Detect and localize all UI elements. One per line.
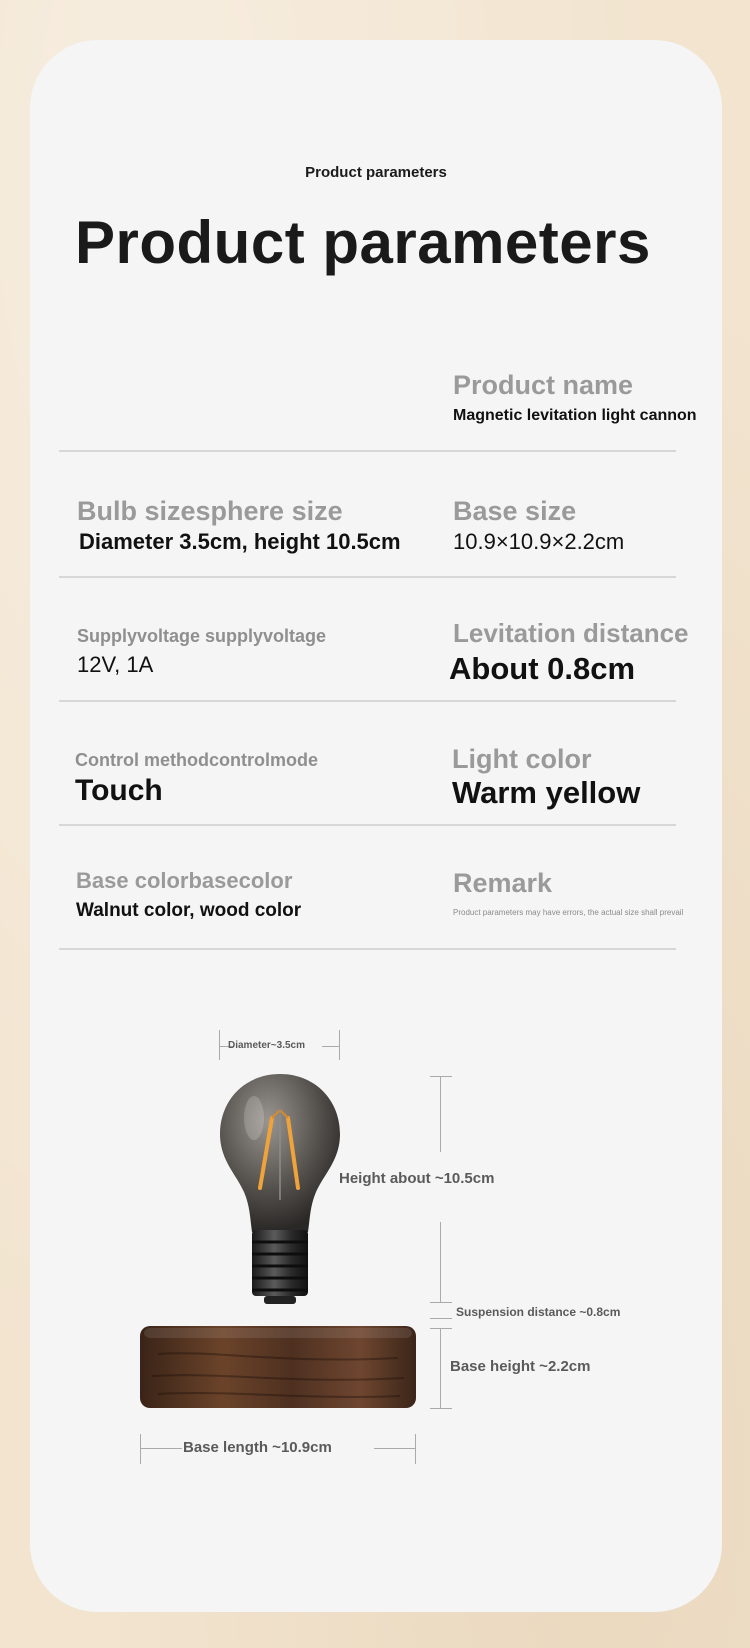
levitation-value: About 0.8cm <box>449 651 636 686</box>
divider <box>59 450 676 452</box>
base-size-value: 10.9×10.9×2.2cm <box>453 529 625 554</box>
control-method-label: Control methodcontrolmode <box>75 750 318 770</box>
base-size-cell <box>453 496 624 555</box>
dimension-line <box>440 1222 441 1302</box>
product-name-cell <box>453 370 697 425</box>
base-color-cell <box>76 868 301 922</box>
bulb-size-value: Diameter 3.5cm, height 10.5cm <box>79 529 401 554</box>
dimension-tick <box>415 1434 416 1464</box>
control-method-cell <box>75 750 318 808</box>
base-color-value: Walnut color, wood color <box>76 900 302 921</box>
dimension-line <box>322 1046 339 1047</box>
control-method-value: Touch <box>75 774 163 807</box>
base-color-label: Base colorbasecolor <box>76 868 293 893</box>
dimension-tick <box>430 1076 452 1077</box>
height-label: Height about ~10.5cm <box>339 1170 495 1187</box>
dimension-tick <box>430 1408 452 1409</box>
remark-value: Product parameters may have errors, the actual size shall prevail <box>453 908 684 917</box>
bulb-image <box>210 1070 350 1310</box>
dimension-line <box>440 1328 441 1408</box>
product-illustration <box>30 1030 722 1530</box>
dimension-line <box>140 1448 182 1449</box>
section-subtitle: Product parameters <box>305 164 447 181</box>
levitation-label: Levitation distance <box>453 618 689 648</box>
divider <box>59 948 676 950</box>
base-size-label: Base size <box>453 496 577 526</box>
divider <box>59 576 676 578</box>
suspension-label: Suspension distance ~0.8cm <box>456 1305 621 1319</box>
remark-cell <box>453 868 683 917</box>
dimension-tick <box>430 1318 452 1319</box>
levitation-cell <box>449 618 689 687</box>
bulb-size-cell <box>77 496 401 555</box>
light-color-label: Light color <box>452 744 592 774</box>
dimension-tick <box>219 1030 220 1060</box>
dimension-tick <box>140 1434 141 1464</box>
diameter-label: Diameter~3.5cm <box>228 1040 305 1051</box>
supply-voltage-value: 12V, 1A <box>77 652 154 677</box>
product-name-value: Magnetic levitation light cannon <box>453 407 697 424</box>
remark-label: Remark <box>453 868 553 898</box>
page-title: Product parameters <box>75 209 651 276</box>
product-name-label: Product name <box>453 370 634 400</box>
walnut-base-image <box>138 1324 418 1410</box>
dimension-tick <box>339 1030 340 1060</box>
divider <box>59 700 676 702</box>
dimension-line <box>440 1076 441 1152</box>
base-height-label: Base height ~2.2cm <box>450 1358 591 1375</box>
dimension-tick <box>430 1328 452 1329</box>
supply-voltage-cell <box>77 626 326 678</box>
light-color-cell <box>452 744 640 811</box>
parameters-card <box>30 40 722 1612</box>
supply-voltage-label: Supplyvoltage supplyvoltage <box>77 626 327 646</box>
dimension-tick <box>430 1302 452 1303</box>
divider <box>59 824 676 826</box>
base-length-label: Base length ~10.9cm <box>183 1439 332 1456</box>
light-color-value: Warm yellow <box>452 775 641 810</box>
bulb-size-label: Bulb sizesphere size <box>77 496 343 526</box>
dimension-line <box>374 1448 415 1449</box>
